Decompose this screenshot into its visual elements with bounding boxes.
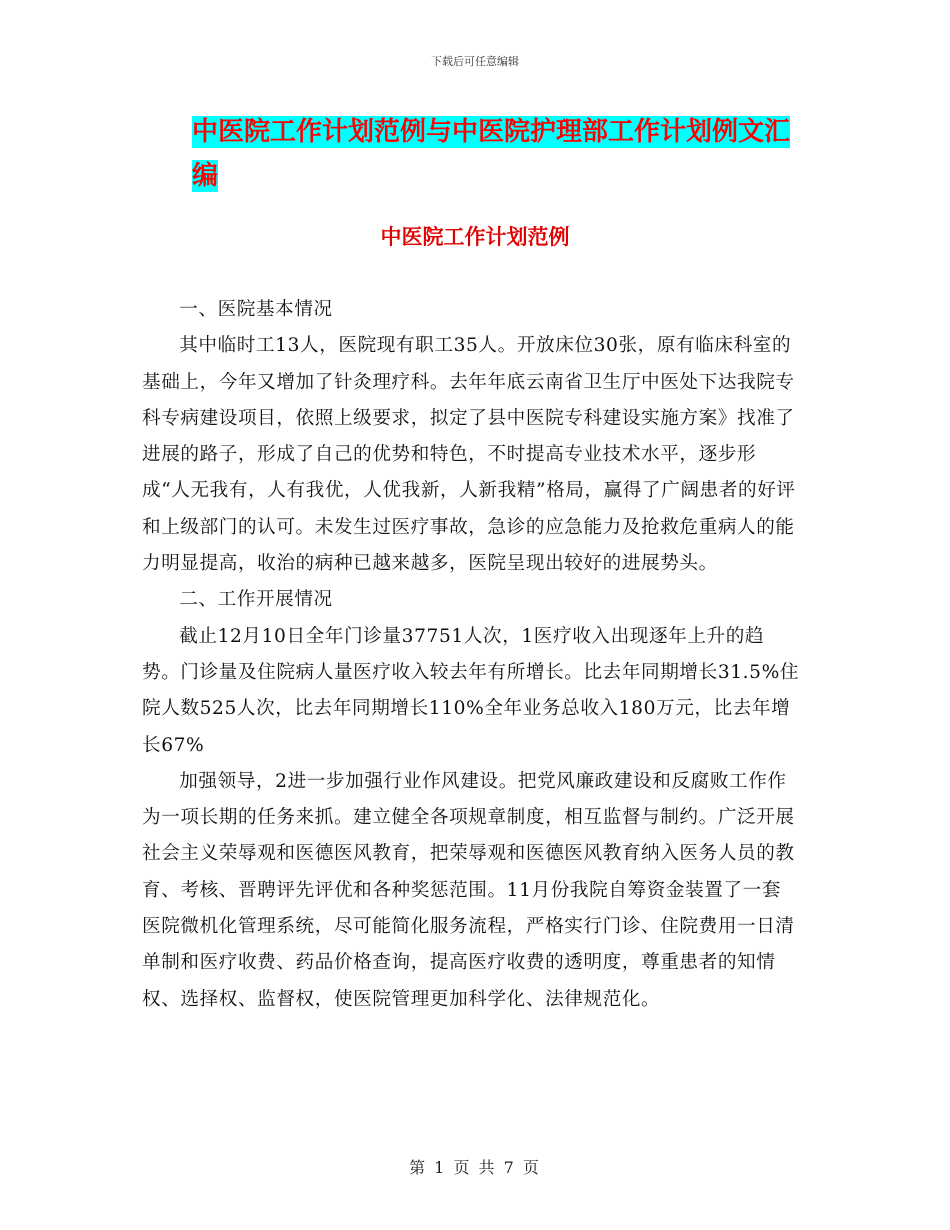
- document-title: [192, 110, 812, 198]
- heading-basic-info: 一、医院基本情况: [179, 299, 333, 320]
- paragraph: 加强领导，2进一步加强行业作风建设。把党风廉政建设和反腐败工作作为一项长期的任务来抓。建立健全各项规章制度，相互监督与制约。广泛开展社会主义荣辱观和医德医风教育，把荣辱观和医德医风教育纳入医务人员的教育、考核、晋聘评先评优和各种奖惩范围。11月份我院自筹资金装置了一套医院微机化管理系统，尽可能简化服务流程，严格实行门诊、住院费用一日清单制和医疗收费、药品价格查询，提高医疗收费的透明度，尊重患者的知情权、选择权、监督权，使医院管理更加科学化、法律规范化。: [142, 770, 795, 1010]
- document-body: [142, 292, 800, 1018]
- header-note: 下载后可任意编辑: [431, 55, 519, 68]
- heading-work-progress: 二、工作开展情况: [179, 589, 333, 611]
- paragraph: 截止12月10日全年门诊量37751人次，1医疗收入出现逐年上升的趋势。门诊量及住院病人量医疗收入较去年有所增长。比去年同期增长31.5%住院人数525人次，比去年同期增长110%全年业务总收入180万元，比去年增长67%: [142, 625, 800, 756]
- document-title-text: 中医院工作计划范例与中医院护理部工作计划例文汇编: [192, 117, 791, 191]
- paragraph: 其中临时工13人，医院现有职工35人。开放床位30张，原有临床科室的基础上，今年又增加了针灸理疗科。去年年底云南省卫生厅中医处下达我院专科专病建设项目，依照上级要求，拟定了县中医院专科建设实施方案》找准了进展的路子，形成了自己的优势和特色，不时提高专业技术水平，逐步形成“人无我有，人有我优，人优我新，人新我精”格局，赢得了广阔患者的好评和上级部门的认可。未发生过医疗事故，急诊的应急能力及抢救危重病人的能力明显提高，收治的病种已越来越多，医院呈现出较好的进展势头。: [142, 335, 796, 575]
- page-footer: 第 1 页 共 7 页: [409, 1158, 541, 1177]
- section-title: 中医院工作计划范例: [380, 225, 570, 249]
